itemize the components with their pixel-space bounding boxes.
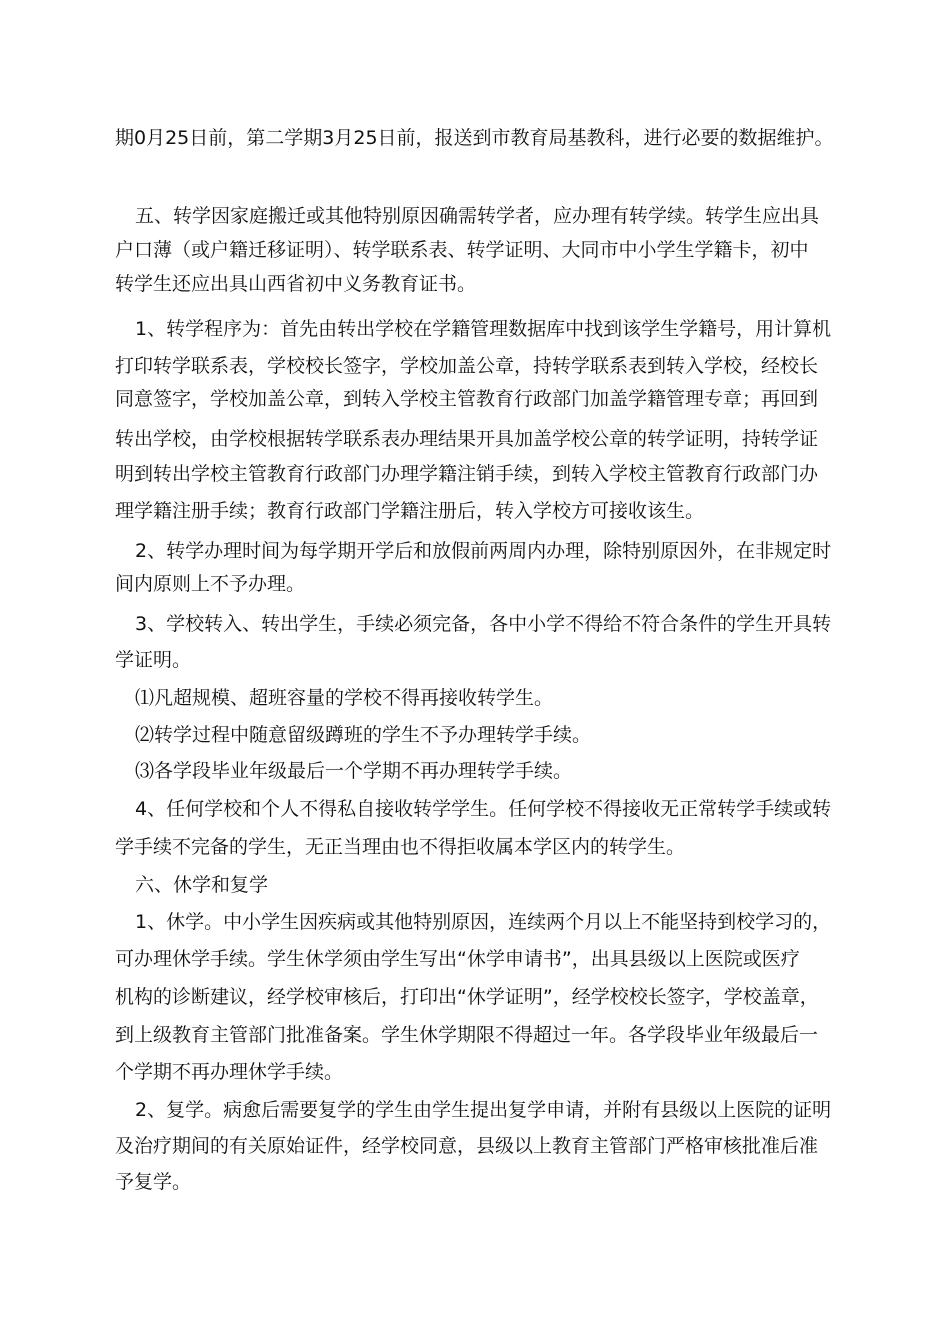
paragraph-line: 转出学校，由学校根据转学联系表办理结果开具加盖学校公章的转学证明，持转学证 [115,428,819,450]
paragraph-line: 及治疗期间的有关原始证件，经学校同意，县级以上教育主管部门严格审核批准后准 [115,1135,819,1157]
paragraph-line: 可办理休学手续。学生休学须由学生写出“休学申请书”，出具县级以上医院或医疗 [115,948,800,970]
section-heading: 六、休学和复学 [135,874,269,896]
paragraph-line: 3、学校转入、转出学生，手续必须完备，各中小学不得给不符合条件的学生开具转 [135,613,832,635]
paragraph-line: 机构的诊断建议，经学校审核后，打印出“休学证明”，经学校校长签字，学校盖章， [115,986,819,1008]
paragraph-line: 理学籍注册手续；教育行政部门学籍注册后，转入学校方可接收该生。 [115,500,705,522]
paragraph-line: 1、转学程序为：首先由转出学校在学籍管理数据库中找到该学生学籍号，用计算机 [135,318,832,340]
paragraph-line: 明到转出学校主管教育行政部门办理学籍注销手续，到转入学校主管教育行政部门办 [115,463,819,485]
paragraph-line: 2、复学。病愈后需要复学的学生由学生提出复学申请，并附有县级以上医院的证明 [135,1099,832,1121]
paragraph-line: 期0月25日前，第二学期3月25日前，报送到市教育局基教科，进行必要的数据维护。 [115,127,834,149]
paragraph-line: 学手续不完备的学生，无正当理由也不得拒收属本学区内的转学生。 [115,836,686,858]
paragraph-line: 学证明。 [115,649,192,671]
paragraph-line: 户口薄（或户籍迁移证明）、转学联系表、转学证明、大同市中小学生学籍卡，初中 [115,239,809,261]
paragraph-line: 打印转学联系表，学校校长签字，学校加盖公章，持转学联系表到转入学校，经校长 [115,355,819,377]
list-item: ⑵转学过程中随意留级蹲班的学生不予办理转学手续。 [135,724,592,746]
list-item: ⑶各学段毕业年级最后一个学期不再办理转学手续。 [135,760,573,782]
paragraph-line: 予复学。 [115,1171,192,1193]
paragraph-line: 2、转学办理时间为每学期开学后和放假前两周内办理，除特别原因外，在非规定时 [135,540,832,562]
paragraph-line: 同意签字，学校加盖公章，到转入学校主管教育行政部门加盖学籍管理专章；再回到 [115,388,819,410]
paragraph-line: 4、任何学校和个人不得私自接收转学学生。任何学校不得接收无正常转学手续或转 [135,798,832,820]
paragraph-line: 转学生还应出具山西省初中义务教育证书。 [115,273,477,295]
paragraph-line: 到上级教育主管部门批准备案。学生休学期限不得超过一年。各学段毕业年级最后一 [115,1024,819,1046]
paragraph-line: 1、休学。中小学生因疾病或其他特别原因，连续两个月以上不能坚持到校学习的， [135,911,832,933]
paragraph-line: 个学期不再办理休学手续。 [115,1061,344,1083]
paragraph-line: 间内原则上不予办理。 [115,573,306,595]
paragraph-line: 五、转学因家庭搬迁或其他特别原因确需转学者，应办理有转学续。转学生应出具 [135,205,820,227]
list-item: ⑴凡超规模、超班容量的学校不得再接收转学生。 [135,687,554,709]
